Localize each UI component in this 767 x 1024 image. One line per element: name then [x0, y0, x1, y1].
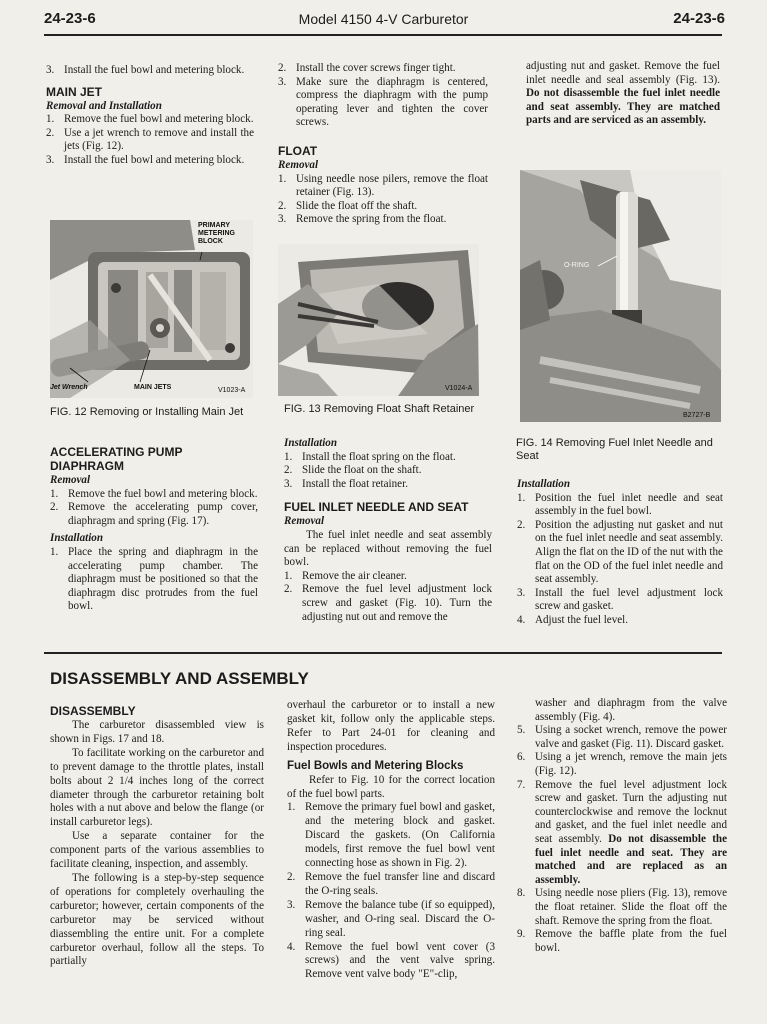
list-item: 9. Remove the baffle plate from the fuel bowl. — [517, 928, 727, 954]
list-item: 2. Use a jet wrench to remove and install the jets (Fig. 12). — [46, 126, 254, 153]
subheading-installation: Installation — [284, 437, 338, 449]
list-item: 3. Remove the spring from the float. — [278, 213, 447, 226]
column-1-lower — [50, 445, 258, 614]
subheading-removal: Removal — [278, 158, 319, 171]
subheading-installation: Installation — [517, 478, 571, 490]
needle-seat-illustration — [520, 170, 721, 422]
section-heading-fuel-bowls: Fuel Bowls and Metering Blocks — [287, 759, 464, 772]
list-item: 4. Remove the fuel bowl vent cover (3 screws) and the vent valve spring. Remove vent valve body "E"-clip, — [287, 940, 495, 981]
section-heading-float: FLOAT — [278, 143, 318, 158]
column-2 — [278, 62, 488, 227]
paragraph: The carburetor disassembled view is shown in Figs. 17 and 18. — [50, 719, 264, 745]
section-heading-needle-seat: FUEL INLET NEEDLE AND SEAT — [284, 500, 469, 515]
label-o-ring: O-RING — [564, 262, 590, 269]
list-item: 1. Using needle nose pilers, remove the float retainer (Fig. 13). — [278, 172, 488, 199]
section-heading-pump: ACCELERATING PUMP DIAPHRAGM — [50, 445, 183, 473]
subheading-removal-installation: Removal and Installation — [46, 99, 162, 112]
list-item: 3. Install the float retainer. — [284, 477, 408, 490]
list-item: 2. Remove the accelerating pump cover, diaphragm and spring (Fig. 17). — [50, 501, 258, 527]
paragraph: Refer to Fig. 10 for the correct location of the fuel bowl parts. — [287, 773, 495, 800]
metering-block-illustration — [50, 220, 253, 398]
list-item: 5. Using a socket wrench, remove the power valve and gasket (Fig. 11). Discard gasket. — [517, 724, 727, 750]
paragraph: To facilitate working on the carburetor and to prevent damage to the throttle plates, install bolts about 2 1/4 inches long of the correct diameter through the carburetor retaining bolt holes with a nut above and below the flange (or install carburetor legs). — [50, 746, 264, 829]
disassembly-column-3 — [517, 697, 727, 955]
subheading-removal: Removal — [284, 515, 325, 528]
column-3-lower — [517, 478, 723, 628]
section-heading-disassembly: DISASSEMBLY — [50, 704, 136, 718]
list-item: 6. Using a jet wrench, remove the main jets (Fig. 12). — [517, 751, 727, 777]
list-item: 7. Remove the fuel level adjustment lock screw and gasket. Turn the adjusting nut counterclockwise and remove the locknut and gasket, and the fuel inlet needle and seat assembly. Do not disassemble the fuel inlet needle and seat. They are matched and are replaced as an assembly. — [517, 778, 727, 886]
paragraph: The fuel inlet needle and seat assembly can be replaced without removing the fuel bowl. — [284, 528, 492, 569]
list-item: 3. Remove the balance tube (if so equipped), washer, and O-ring seal. Discard the O-ring seal. — [287, 898, 495, 939]
disassembly-column-1 — [50, 704, 264, 969]
list-item: 4. Adjust the fuel level. — [517, 613, 629, 626]
label-main-jets: MAIN JETS — [134, 384, 172, 391]
list-item: 3. Install the fuel bowl and metering block. — [46, 153, 245, 166]
section-title: DISASSEMBLY AND ASSEMBLY — [50, 669, 309, 688]
list-item: 2. Remove the fuel level adjustment lock screw and gasket (Fig. 10). Turn the adjusting nut out and remove the — [284, 583, 492, 623]
list-item: 3. Install the fuel level adjustment lock screw and gasket. — [517, 586, 723, 613]
section-rule — [44, 652, 722, 654]
paragraph: adjusting nut and gasket. Remove the fuel inlet needle and seal assembly (Fig. 13). Do not disassemble the fuel inlet needle and seat assembly. They are matched parts and are serviced as an assembly. — [526, 60, 720, 127]
disassembly-column-2 — [287, 699, 495, 982]
list-item: 1. Remove the primary fuel bowl and gasket, and the metering block and gasket. Discard the gaskets. (On California models, first remove the fuel bowl vent connecting hose as shown in Fig. 2). — [287, 801, 495, 870]
list-item: washer and diaphragm from the valve assembly (Fig. 4). — [535, 697, 727, 723]
column-3 — [526, 60, 720, 128]
column-1 — [46, 64, 254, 168]
figure-code: V1023-A — [218, 387, 246, 394]
paragraph: overhaul the carburetor or to install a new gasket kit, follow only the applicable steps. Refer to Part 24-01 for cleaning and inspection procedures. — [287, 699, 495, 753]
list-item: 3. Install the fuel bowl and metering block. — [46, 64, 245, 76]
list-item: 1. Remove the fuel bowl and metering block. — [46, 113, 254, 126]
paragraph: The following is a step-by-step sequence of operations for completely overhauling the carburetor; however, certain components of the carburetor may be serviced without diassembling the entire unit. For a complete carburetor overhaul, follow all the steps. To partially — [50, 871, 264, 968]
list-item: 8. Using needle nose pliers (Fig. 13), remove the float retainer. Slide the float off the shaft. Remove the spring from the float. — [517, 887, 727, 927]
figure-code: B2727-B — [683, 412, 711, 419]
list-item: 1. Install the float spring on the float. — [284, 450, 456, 463]
label-jet-wrench: Jet Wrench — [50, 384, 88, 391]
list-item: 2. Remove the fuel transfer line and discard the O-ring seals. — [287, 870, 495, 897]
figure-code: V1024-A — [445, 385, 473, 392]
list-item: 1. Remove the fuel bowl and metering block. — [50, 487, 258, 500]
figure-12-photo — [50, 220, 253, 398]
list-item: 3. Make sure the diaphragm is centered, compress the diaphragm with the pump operating lever and tighten the cover screws. — [278, 75, 488, 129]
label-primary-metering-block: PRIMARY METERING BLOCK — [198, 222, 235, 245]
list-item: 1. Place the spring and diaphragm in the accelerating pump chamber. The diaphragm must be positioned so that the diaphragm disc protrudes from the fuel bowl. — [50, 545, 258, 613]
list-item: 2. Position the adjusting nut gasket and nut on the fuel inlet needle and seat assembly. Align the flat on the ID of the nut with the flat on the OD of the fuel inlet needle and seat assembly. — [517, 518, 723, 586]
section-heading-main-jet: MAIN JET — [46, 84, 103, 99]
list-item: 1. Position the fuel inlet needle and seat assembly in the fuel bowl. — [517, 491, 723, 518]
figure-13-caption: FIG. 13 Removing Float Shaft Retainer — [284, 403, 475, 415]
subheading-removal: Removal — [50, 474, 91, 486]
list-item: 2. Slide the float off the shaft. — [278, 199, 418, 212]
figure-14-photo — [520, 170, 721, 422]
subheading-installation: Installation — [50, 532, 104, 545]
paragraph: Use a separate container for the component parts of the various assemblies to facilitate cleaning, inspection, and assembly. — [50, 830, 264, 871]
list-item: 2. Install the cover screws finger tight. — [278, 62, 456, 74]
float-illustration — [278, 244, 479, 396]
header-rule — [44, 34, 722, 36]
page-number-right: 24-23-6 — [673, 10, 725, 27]
list-item: 1. Remove the air cleaner. — [284, 569, 407, 582]
column-2-lower — [284, 437, 492, 624]
figure-13-photo — [278, 244, 479, 396]
page-title: Model 4150 4-V Carburetor — [298, 11, 469, 27]
list-item: 2. Slide the float on the shaft. — [284, 464, 422, 477]
figure-14-caption: FIG. 14 Removing Fuel Inlet Needle and Seat — [516, 437, 713, 462]
figure-12-caption: FIG. 12 Removing or Installing Main Jet — [50, 406, 244, 418]
page-number-left: 24-23-6 — [44, 10, 96, 27]
